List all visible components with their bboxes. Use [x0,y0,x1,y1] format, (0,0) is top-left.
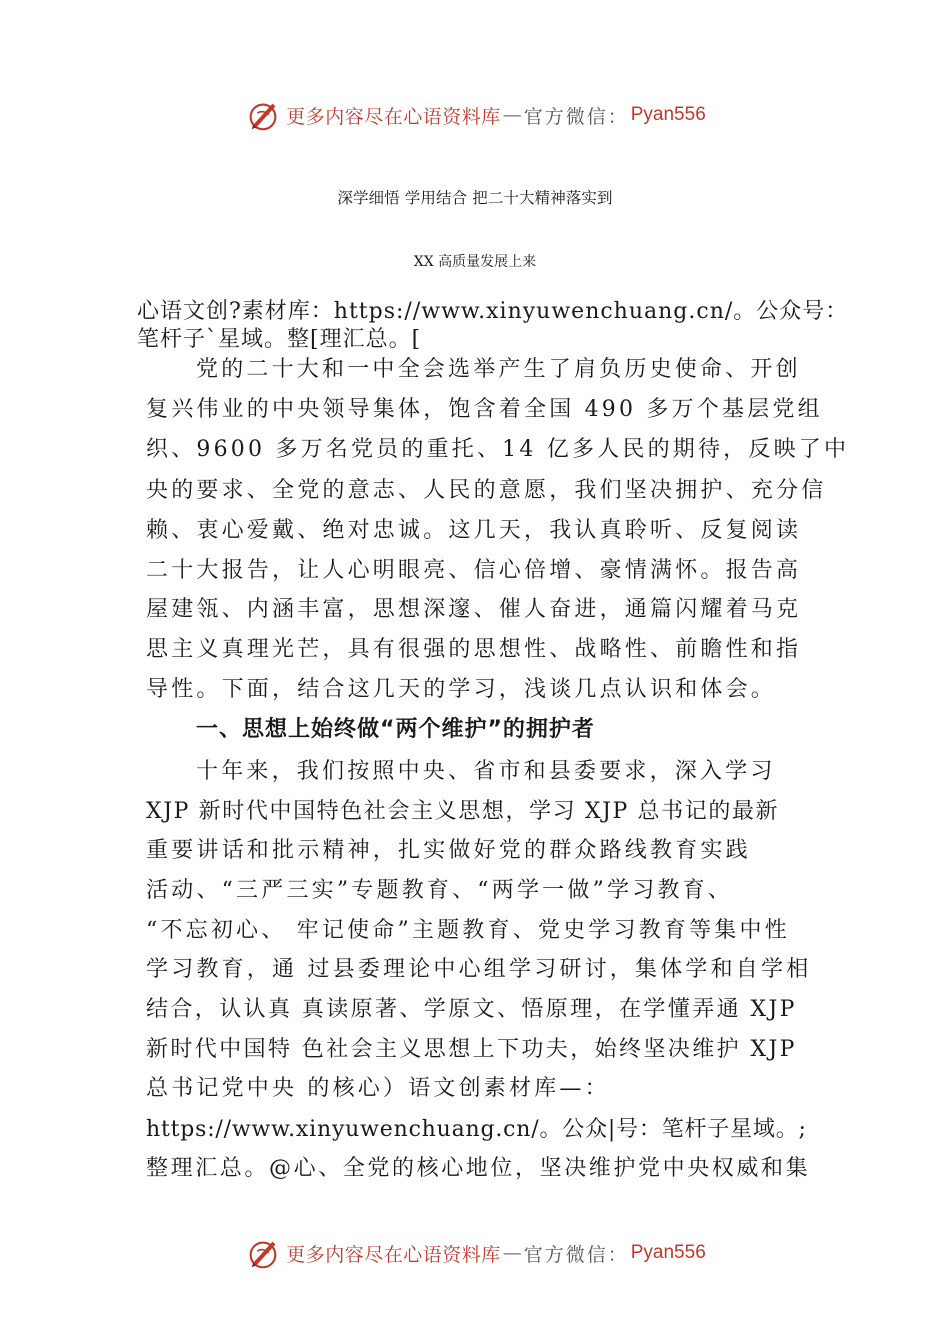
section-heading-1: 一、思想上始终做“两个维护”的拥护者 [196,717,595,742]
paragraph-2-line: 总书记党中央 的核心）语文创素材库—： [146,1076,610,1101]
document-title-line-1: 深学细悟 学用结合 把二十大精神落实到 [337,189,613,207]
paragraph-2-line: 新时代中国特 色社会主义思想上下功夫，始终坚决维护 XJP [146,1037,797,1062]
paragraph-1-line: 二十大报告，让人心明眼亮、信心倍增、豪情满怀。报告高 [146,558,802,583]
paragraph-2-line: https://www.xinyuwenchuang.cn/。公众|号：笔杆子星域。; [146,1117,807,1142]
paragraph-1-line: 央的要求、全党的意志、人民的意愿，我们坚决拥护、充分信 [146,478,827,503]
paragraph-2-line: 学习教育，通 过县委理论中心组学习研讨，集体学和自学相 [146,957,812,982]
banner-text: 更多内容尽在心语资料库 [286,105,501,128]
paragraph-1-line: 屋建瓴、内涵丰富，思想深邃、催人奋进，通篇闪耀着马克 [146,597,802,622]
banner-wechat-label: 官方微信： [523,105,629,128]
paragraph-2-line: 结合，认认真 真读原著、学原文、悟原理，在学懂弄通 XJP [146,997,797,1022]
source-line: 笔杆子`星域。整[理汇总。[ [137,327,422,352]
paragraph-1-line: 复兴伟业的中央领导集体，饱含着全国 490 多万个基层党组 [146,397,823,422]
paragraph-2-line: 十年来，我们按照中央、省市和县委要求，深入学习 [196,759,776,784]
footer-banner [0,1233,950,1273]
banner-separator: — [502,104,522,126]
paragraph-1-line: 织、9600 多万名党员的重托、14 亿多人民的期待，反映了中 [146,437,850,462]
paragraph-2-line: 整理汇总。@心、全党的核心地位，坚决维护党中央权威和集 [146,1156,811,1181]
paragraph-2-line: “不忘初心、 牢记使命”主题教育、党史学习教育等集中性 [146,918,790,943]
document-title-line-2: XX 高质量发展上来 [413,254,537,270]
paragraph-2-line: 重要讲话和批示精神，扎实做好党的群众路线教育实践 [146,838,751,863]
pen-logo-icon [244,96,282,134]
paragraph-2-line: XJP 新时代中国特色社会主义思想，学习 XJP 总书记的最新 [146,799,780,824]
source-line: 心语文创?素材库：https://www.xinyuwenchuang.cn/。公众号： [137,299,849,324]
paragraph-1-line: 党的二十大和一中全会选举产生了肩负历史使命、开创 [196,357,801,382]
banner-separator: — [502,1242,522,1264]
banner-text: 更多内容尽在心语资料库 [286,1243,501,1266]
paragraph-1-line: 赖、衷心爱戴、绝对忠诚。这几天，我认真聆听、反复阅读 [146,518,802,543]
paragraph-1-line: 思主义真理光芒，具有很强的思想性、战略性、前瞻性和指 [146,637,802,662]
paragraph-1-line: 导性。下面，结合这几天的学习，浅谈几点认识和体会。 [146,677,777,702]
pen-logo-icon [244,1234,282,1272]
banner-wechat-label: 官方微信： [523,1243,629,1266]
banner-wechat-id: Pyan556 [630,104,706,125]
banner-wechat-id: Pyan556 [630,1242,706,1263]
paragraph-2-line: 活动、“三严三实”专题教育、“两学一做”学习教育、 [146,878,733,903]
header-banner [0,95,950,135]
